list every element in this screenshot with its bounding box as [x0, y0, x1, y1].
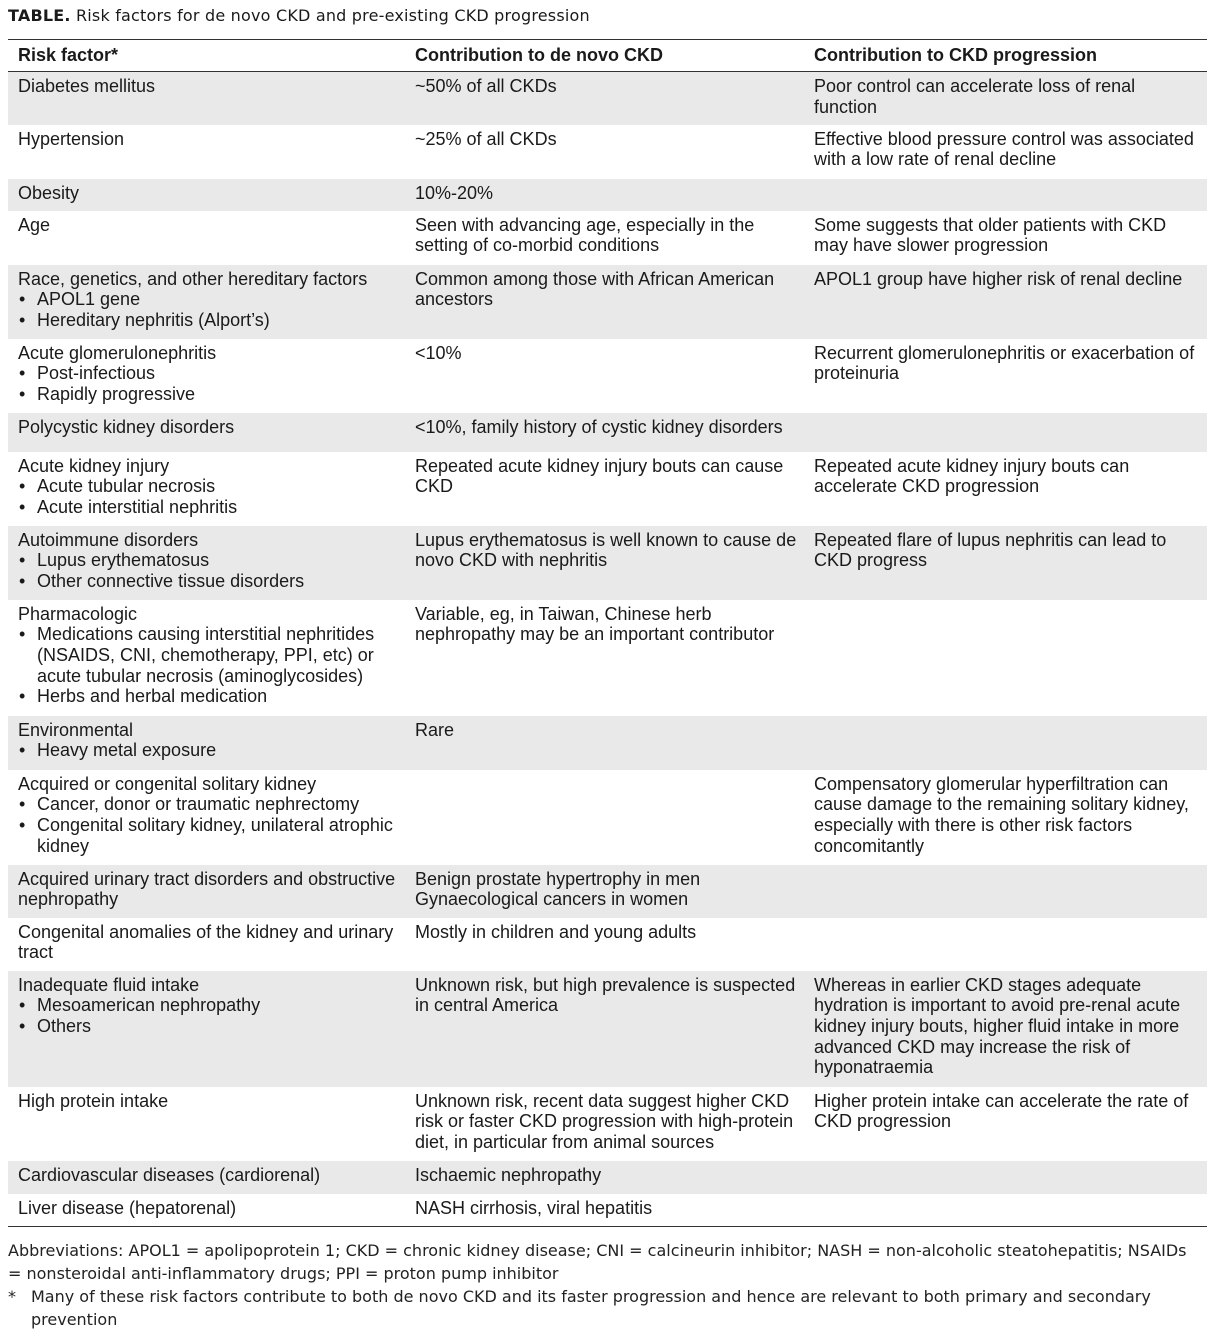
progression-cell [804, 413, 1207, 452]
table-row [8, 125, 1207, 179]
table-row [8, 339, 1207, 413]
risk-factor-name: Acute kidney injury [18, 455, 170, 476]
de-novo-cell: Repeated acute kidney injury bouts can cause CKD [415, 455, 784, 497]
caption-label: TABLE. [8, 6, 71, 25]
de-novo-line: Benign prostate hypertrophy in men [415, 868, 701, 889]
risk-factor-bullets [18, 289, 401, 330]
de-novo-cell: 10%-20% [405, 179, 804, 211]
risk-factor-cell [8, 600, 405, 716]
de-novo-cell: ~50% of all CKDs [405, 72, 804, 125]
risk-factor-bullet: • Rapidly progressive [18, 384, 401, 405]
progression-cell [804, 1161, 1207, 1194]
header-de-novo: Contribution to de novo CKD [405, 40, 804, 72]
table-row [8, 72, 1207, 125]
de-novo-line: Gynaecological cancers in women [415, 889, 689, 910]
de-novo-cell: Common among those with African American ancestors [405, 265, 804, 339]
risk-factor-cell [8, 1087, 405, 1161]
progression-cell [804, 179, 1207, 211]
risk-factor-cell [8, 339, 405, 413]
table-row [8, 1194, 1207, 1227]
risk-factor-bullets [18, 794, 401, 856]
table-row [8, 971, 1207, 1087]
de-novo-cell: Unknown risk, but high prevalence is suspected in central America [405, 971, 804, 1087]
risk-factor-name: Age [18, 214, 51, 235]
risk-factor-cell [8, 125, 405, 179]
risk-factor-bullet: • APOL1 gene [18, 289, 401, 310]
progression-cell [804, 918, 1207, 971]
risk-factor-name: Acute glomerulonephritis [18, 342, 217, 363]
table-row [8, 211, 1207, 265]
risk-factor-name: Race, genetics, and other hereditary factors [18, 268, 368, 289]
risk-factor-table [8, 39, 1207, 1227]
risk-factor-bullets [18, 550, 401, 591]
risk-factor-bullet: • Lupus erythematosus [18, 550, 401, 571]
table-caption [8, 5, 590, 29]
de-novo-cell: Rare [405, 716, 804, 770]
risk-factor-bullet: • Herbs and herbal medication [18, 686, 401, 707]
progression-cell: Effective blood pressure control was associated with a low rate of renal decline [814, 128, 1194, 170]
progression-cell: Higher protein intake can accelerate the rate of CKD progression [814, 1090, 1189, 1132]
progression-cell [804, 865, 1207, 918]
risk-factor-name: Pharmacologic [18, 603, 138, 624]
table-row [8, 770, 1207, 865]
risk-factor-bullets [18, 363, 401, 404]
risk-factor-cell [8, 72, 405, 125]
risk-factor-name: Diabetes mellitus [18, 76, 156, 96]
asterisk-note [8, 1285, 1203, 1331]
risk-factor-cell [8, 413, 405, 452]
progression-cell [804, 600, 1207, 716]
risk-factor-cell [8, 865, 405, 918]
risk-factor-name: Acquired or congenital solitary kidney [18, 773, 317, 794]
progression-cell [804, 1194, 1207, 1227]
risk-factor-cell [8, 179, 405, 211]
risk-factor-bullet: • Hereditary nephritis (Alport’s) [18, 310, 401, 331]
progression-cell: Whereas in earlier CKD stages adequate hydration is important to avoid pre-renal acute kidney injury bouts, higher fluid intake in more advanced CKD may increase the risk of hyponatraemia [804, 971, 1207, 1087]
de-novo-cell: Ischaemic nephropathy [405, 1161, 804, 1194]
risk-factor-bullet: • Acute interstitial nephritis [18, 497, 401, 518]
de-novo-cell: Variable, eg, in Taiwan, Chinese herb nephropathy may be an important contributor [415, 603, 775, 645]
risk-factor-name: Hypertension [18, 128, 125, 149]
header-risk-factor: Risk factor* [8, 40, 405, 72]
progression-cell [804, 716, 1207, 770]
table-header-row [8, 40, 1207, 72]
risk-factor-name: Liver disease (hepatorenal) [18, 1197, 237, 1218]
risk-factor-cell [8, 716, 405, 770]
de-novo-cell: Mostly in children and young adults [415, 921, 697, 942]
table-row [8, 600, 1207, 716]
risk-factor-cell [8, 526, 405, 600]
asterisk-note-text: Many of these risk factors contribute to both de novo CKD and its faster progression and hence are relevant to both primary and secondary prevention [31, 1287, 1151, 1329]
de-novo-cell [405, 865, 804, 918]
progression-cell: Poor control can accelerate loss of renal function [804, 72, 1207, 125]
risk-factor-name: Environmental [18, 719, 134, 740]
asterisk-mark: * [8, 1287, 16, 1306]
de-novo-cell: Unknown risk, recent data suggest higher CKD risk or faster CKD progression with high-protein diet, in particular from animal sources [415, 1090, 794, 1152]
risk-factor-name: Obesity [18, 182, 80, 203]
table-row [8, 265, 1207, 339]
risk-factor-bullet: • Medications causing interstitial nephritides (NSAIDS, CNI, chemotherapy, PPI, etc) or acute tubular necrosis (aminoglycosides) [18, 624, 401, 686]
progression-cell: Some suggests that older patients with CKD may have slower progression [814, 214, 1167, 256]
table-row [8, 865, 1207, 918]
risk-factor-bullet: • Congenital solitary kidney, unilateral atrophic kidney [18, 815, 401, 856]
table-row [8, 716, 1207, 770]
risk-factor-cell [8, 971, 405, 1087]
risk-factor-bullets [18, 624, 401, 707]
progression-cell: Repeated flare of lupus nephritis can lead to CKD progress [804, 526, 1207, 600]
risk-factor-bullet: • Post-infectious [18, 363, 401, 384]
table-row [8, 413, 1207, 452]
risk-factor-bullets [18, 476, 401, 517]
risk-factor-bullet: • Acute tubular necrosis [18, 476, 401, 497]
risk-factor-bullet: • Other connective tissue disorders [18, 571, 401, 592]
table-row [8, 918, 1207, 971]
risk-factor-bullets [18, 740, 401, 761]
risk-factor-cell [8, 1161, 405, 1194]
de-novo-cell: <10% [415, 342, 462, 363]
risk-factor-cell [8, 1194, 405, 1227]
de-novo-cell: NASH cirrhosis, viral hepatitis [405, 1194, 804, 1227]
risk-factor-cell [8, 211, 405, 265]
header-progression: Contribution to CKD progression [804, 40, 1207, 72]
risk-factor-name: Congenital anomalies of the kidney and urinary tract [18, 921, 394, 963]
risk-factor-cell [8, 452, 405, 526]
risk-factor-cell [8, 265, 405, 339]
risk-factor-bullet: • Heavy metal exposure [18, 740, 401, 761]
abbreviations-note: Abbreviations: APOL1 = apolipoprotein 1; CKD = chronic kidney disease; CNI = calcineurin inhibitor; NASH = non-alcoholic steatohepatitis; NSAIDs = nonsteroidal anti-inflammatory drugs; PPI = proton pump inhibitor [8, 1241, 1187, 1283]
de-novo-cell [405, 770, 804, 865]
table-row [8, 1161, 1207, 1194]
risk-factor-bullets [18, 995, 401, 1036]
risk-factor-name: Cardiovascular diseases (cardiorenal) [18, 1164, 321, 1185]
risk-factor-bullet: • Others [18, 1016, 401, 1037]
risk-factor-name: Inadequate fluid intake [18, 974, 200, 995]
table-row [8, 179, 1207, 211]
de-novo-cell: Lupus erythematosus is well known to cause de novo CKD with nephritis [405, 526, 804, 600]
table-row [8, 1087, 1207, 1161]
risk-factor-cell [8, 918, 405, 971]
risk-factor-bullet: • Cancer, donor or traumatic nephrectomy [18, 794, 401, 815]
progression-cell: Repeated acute kidney injury bouts can accelerate CKD progression [814, 455, 1130, 497]
risk-factor-bullet: • Mesoamerican nephropathy [18, 995, 401, 1016]
progression-cell: Recurrent glomerulonephritis or exacerbation of proteinuria [814, 342, 1195, 384]
progression-cell: Compensatory glomerular hyperfiltration can cause damage to the remaining solitary kidney, especially with there is other risk factors concomitantly [814, 773, 1189, 856]
caption-text: Risk factors for de novo CKD and pre-existing CKD progression [75, 6, 590, 25]
de-novo-cell: Seen with advancing age, especially in the setting of co-morbid conditions [415, 214, 755, 256]
progression-cell: APOL1 group have higher risk of renal decline [804, 265, 1207, 339]
de-novo-cell: <10%, family history of cystic kidney disorders [405, 413, 804, 452]
table-row [8, 452, 1207, 526]
risk-factor-cell [8, 770, 405, 865]
de-novo-cell: ~25% of all CKDs [415, 128, 557, 149]
table-footnotes [8, 1239, 1203, 1331]
risk-factor-name: Polycystic kidney disorders [18, 416, 235, 437]
table-row [8, 526, 1207, 600]
table-body [8, 72, 1207, 1227]
risk-factor-name: Acquired urinary tract disorders and obstructive nephropathy [18, 868, 396, 910]
risk-factor-name: High protein intake [18, 1090, 169, 1111]
risk-factor-name: Autoimmune disorders [18, 529, 199, 550]
